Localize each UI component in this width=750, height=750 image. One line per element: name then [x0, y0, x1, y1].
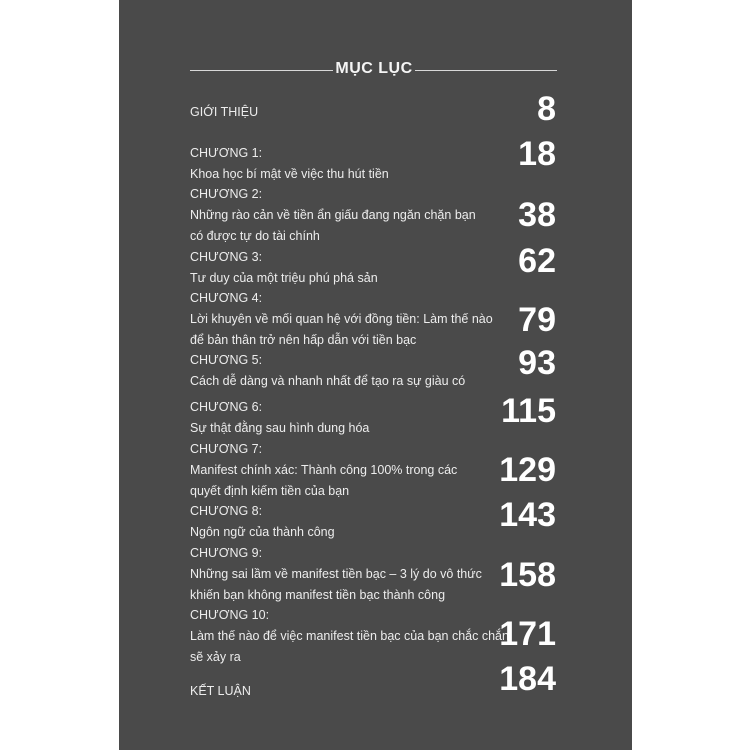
toc-entry-label — [190, 102, 490, 123]
toc-entry-label — [190, 288, 493, 351]
page-number: 8 — [537, 90, 556, 128]
chapter-heading: CHƯƠNG 9: — [190, 546, 263, 560]
page-number: 129 — [499, 451, 556, 489]
page-number: 184 — [499, 660, 556, 698]
toc-title: MỤC LỤC — [335, 60, 413, 77]
chapter-title-line: sẽ xảy ra — [190, 650, 241, 664]
page-number: 18 — [518, 135, 556, 173]
heading-rule-right — [415, 70, 557, 71]
chapter-heading: CHƯƠNG 8: — [190, 504, 263, 518]
section-title: GIỚI THIỆU — [190, 105, 259, 119]
chapter-heading: CHƯƠNG 1: — [190, 146, 263, 160]
page-number: 79 — [518, 301, 556, 339]
page-number: 93 — [518, 344, 556, 382]
chapter-heading: CHƯƠNG 6: — [190, 400, 263, 414]
section-title: KẾT LUẬN — [190, 684, 251, 698]
toc-entry-label — [190, 247, 490, 289]
page-number: 143 — [499, 496, 556, 534]
toc-entry-label — [190, 501, 490, 543]
toc-entry-label — [190, 143, 490, 185]
chapter-heading: CHƯƠNG 5: — [190, 353, 263, 367]
toc-entry-label — [190, 439, 490, 502]
toc-entry-label — [190, 605, 509, 668]
chapter-title-line: Ngôn ngữ của thành công — [190, 525, 335, 539]
toc-entry-label — [190, 397, 490, 439]
chapter-title-line: Cách dễ dàng và nhanh nhất để tạo ra sự giàu có — [190, 374, 466, 388]
toc-entry-label — [190, 543, 490, 606]
toc-entry-label — [190, 681, 490, 702]
chapter-title-line: có được tự do tài chính — [190, 229, 320, 243]
chapter-title-line: Khoa học bí mật về việc thu hút tiền — [190, 167, 389, 181]
chapter-title-line: quyết định kiếm tiền của bạn — [190, 484, 350, 498]
page-number: 158 — [499, 556, 556, 594]
toc-page — [119, 0, 632, 750]
chapter-heading: CHƯƠNG 3: — [190, 250, 263, 264]
chapter-heading: CHƯƠNG 10: — [190, 608, 270, 622]
chapter-title-line: Những rào cản về tiền ẩn giấu đang ngăn chặn bạn — [190, 208, 476, 222]
chapter-title-line: khiến bạn không manifest tiền bạc thành công — [190, 588, 446, 602]
chapter-title-line: Làm thế nào để việc manifest tiền bạc của bạn chắc chắn — [190, 629, 509, 643]
toc-entry-label — [190, 350, 490, 392]
chapter-title-line: Lời khuyên về mối quan hệ với đồng tiền: Làm thế nào — [190, 312, 493, 326]
page-number: 115 — [501, 392, 556, 430]
chapter-heading: CHƯƠNG 7: — [190, 442, 263, 456]
chapter-title-line: Tư duy của một triệu phú phá sản — [190, 271, 378, 285]
chapter-heading: CHƯƠNG 4: — [190, 291, 263, 305]
chapter-title-line: Những sai lầm về manifest tiền bạc – 3 lý do vô thức — [190, 567, 482, 581]
toc-heading — [119, 60, 632, 82]
chapter-heading: CHƯƠNG 2: — [190, 187, 263, 201]
chapter-title-line: để bản thân trở nên hấp dẫn với tiền bạc — [190, 333, 417, 347]
toc-entry-label — [190, 184, 490, 247]
page-number: 38 — [518, 196, 556, 234]
page-number: 171 — [499, 615, 556, 653]
page-number: 62 — [518, 242, 556, 280]
chapter-title-line: Manifest chính xác: Thành công 100% trong các — [190, 463, 458, 477]
chapter-title-line: Sự thật đằng sau hình dung hóa — [190, 421, 370, 435]
heading-rule-left — [190, 70, 333, 71]
